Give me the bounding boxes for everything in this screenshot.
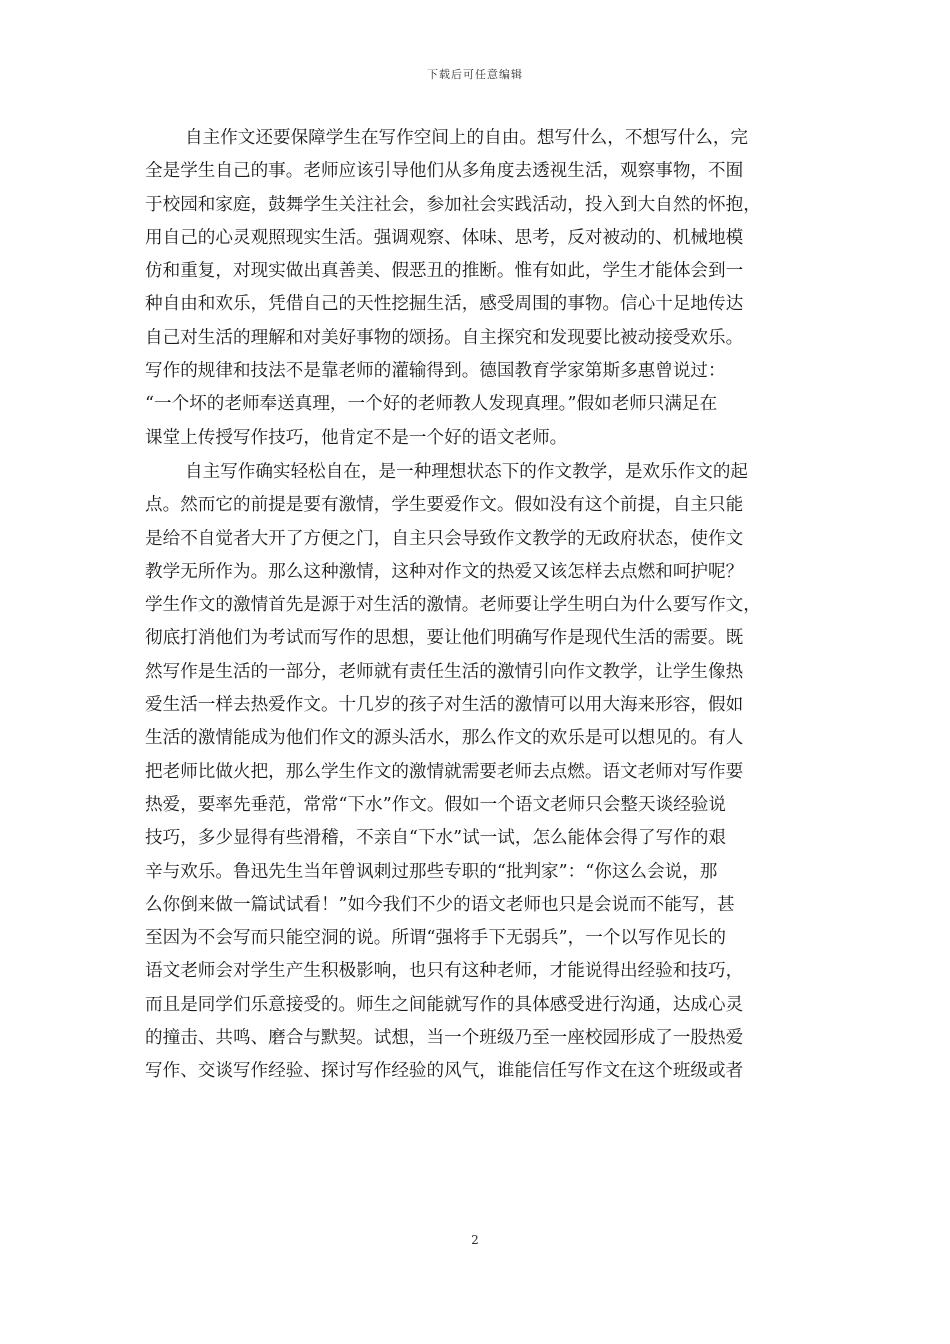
text-line: 学生作文的激情首先是源于对生活的激情。老师要让学生明白为什么要写作文， bbox=[145, 595, 761, 616]
text-line: 么你倒来做一篇试试看！”如今我们不少的语文老师也只是会说而不能写，甚 bbox=[145, 894, 735, 915]
text-line: 点。然而它的前提是要有激情，学生要爱作文。假如没有这个前提，自主只能 bbox=[145, 495, 744, 516]
text-line: 用自己的心灵观照现实生活。强调观察、体味、思考，反对被动的、机械地模 bbox=[145, 227, 744, 248]
text-line: 写作的规律和技法不是靠老师的灌输得到。德国教育学家第斯多惠曾说过： bbox=[145, 361, 726, 382]
text-line: 然写作是生活的一部分，老师就有责任生活的激情引向作文教学，让学生像热 bbox=[145, 661, 744, 682]
text-line: 至因为不会写而只能空洞的说。所谓“强将手下无弱兵”，一个以写作见长的 bbox=[145, 928, 726, 949]
text-line: 而且是同学们乐意接受的。师生之间能就写作的具体感受进行沟通，达成心灵 bbox=[145, 994, 744, 1015]
text-line: 语文老师会对学生产生积极影响，也只有这种老师，才能说得出经验和技巧， bbox=[145, 961, 744, 982]
text-line: 辛与欢乐。鲁迅先生当年曾讽刺过那些专职的“批判家”：“你这么会说，那 bbox=[145, 861, 718, 882]
text-line: 彻底打消他们为考试而写作的思想，要让他们明确写作是现代生活的需要。既 bbox=[145, 628, 744, 649]
text-line: 全是学生自己的事。老师应该引导他们从多角度去透视生活，观察事物，不囿 bbox=[145, 161, 744, 182]
text-line: 爱生活一样去热爱作文。十几岁的孩子对生活的激情可以用大海来形容，假如 bbox=[145, 695, 744, 716]
text-line: 生活的激情能成为他们作文的源头活水，那么作文的欢乐是可以想见的。有人 bbox=[145, 728, 744, 749]
text-line: 写作、交谈写作经验、探讨写作经验的风气，谁能信任写作文在这个班级或者 bbox=[145, 1061, 744, 1082]
text-line: 热爱，要率先垂范，常常“下水”作文。假如一个语文老师只会整天谈经验说 bbox=[145, 794, 726, 815]
page-header: 下载后可任意编辑 bbox=[427, 68, 523, 81]
paragraph-2 bbox=[145, 456, 810, 1089]
text-line: 教学无所作为。那么这种激情，这种对作文的热爱又该怎样去点燃和呵护呢？ bbox=[145, 561, 744, 582]
text-line: 的撞击、共鸣、磨合与默契。试想，当一个班级乃至一座校园形成了一股热爱 bbox=[145, 1028, 744, 1049]
text-line: 是给不自觉者大开了方便之门，自主只会导致作文教学的无政府状态，使作文 bbox=[145, 528, 744, 549]
text-line: 课堂上传授写作技巧，他肯定不是一个好的语文老师。 bbox=[145, 427, 568, 448]
text-line: “一个坏的老师奉送真理，一个好的老师教人发现真理。”假如老师只满足在 bbox=[145, 394, 718, 415]
paragraph-1 bbox=[145, 122, 810, 455]
text-line: 自主写作确实轻松自在，是一种理想状态下的作文教学，是欢乐作文的起 bbox=[185, 461, 749, 482]
document-body bbox=[145, 122, 810, 1089]
text-line: 于校园和家庭，鼓舞学生关注社会，参加社会实践活动，投入到大自然的怀抱， bbox=[145, 194, 761, 215]
page-number: 2 bbox=[471, 1233, 479, 1247]
text-line: 自主作文还要保障学生在写作空间上的自由。想写什么，不想写什么，完 bbox=[185, 128, 749, 148]
text-line: 把老师比做火把，那么学生作文的激情就需要老师去点燃。语文老师对写作要 bbox=[145, 761, 744, 782]
text-line: 自己对生活的理解和对美好事物的颂扬。自主探究和发现要比被动接受欢乐。 bbox=[145, 327, 744, 348]
text-line: 种自由和欢乐，凭借自己的天性挖掘生活，感受周围的事物。信心十足地传达 bbox=[145, 294, 744, 315]
text-line: 仿和重复，对现实做出真善美、假恶丑的推断。惟有如此，学生才能体会到一 bbox=[145, 261, 744, 282]
text-line: 技巧，多少显得有些滑稽，不亲自“下水”试一试，怎么能体会得了写作的艰 bbox=[145, 828, 726, 849]
